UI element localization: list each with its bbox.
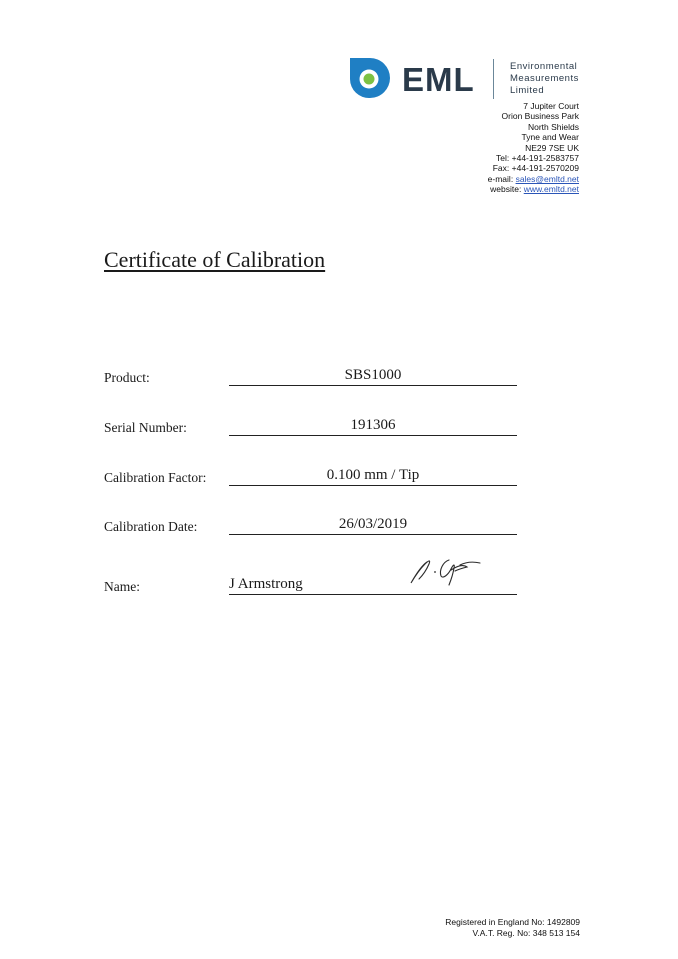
company-address <box>488 101 579 195</box>
address-line: North Shields <box>527 121 579 132</box>
address-line: 7 Jupiter Court <box>523 101 579 111</box>
fax-number: +44-191-2570209 <box>511 163 579 174</box>
serial-number-underline <box>229 435 517 436</box>
registration-label: Registered in England No: <box>445 917 545 927</box>
vat-number: 348 513 154 <box>532 927 580 938</box>
vat-label: V.A.T. Reg. No: <box>472 927 531 938</box>
serial-number-label: Serial Number: <box>104 420 187 435</box>
product-underline <box>229 385 517 386</box>
product-value: SBS1000 <box>344 367 402 383</box>
email-label: e-mail: <box>487 173 514 184</box>
vat-registration <box>445 928 580 939</box>
website-label: website: <box>490 184 522 195</box>
name-value: J Armstrong <box>229 576 303 592</box>
company-name <box>510 61 579 97</box>
calibration-factor-value: 0.100 mm / Tip <box>326 467 420 483</box>
logo-divider <box>493 59 494 99</box>
company-name-line: Environmental <box>510 61 578 72</box>
name-underline <box>229 594 517 595</box>
calibration-date-underline <box>229 534 517 535</box>
email <box>488 174 579 184</box>
fax <box>488 163 579 173</box>
website-link[interactable]: www.emltd.net <box>523 184 579 195</box>
website <box>488 184 579 194</box>
logo-wordmark: EML <box>402 61 475 98</box>
eml-logo-mark-icon <box>346 55 392 101</box>
registration-number: 1492809 <box>546 917 580 927</box>
calibration-factor-underline <box>229 485 517 486</box>
name-label: Name: <box>104 579 140 594</box>
calibration-factor-row <box>104 467 517 490</box>
fax-label: Fax: <box>492 163 510 174</box>
email-link[interactable]: sales@emltd.net <box>515 173 579 184</box>
telephone <box>488 153 579 163</box>
product-label: Product: <box>104 370 150 385</box>
certificate-title: Certificate of Calibration <box>104 247 326 272</box>
tel-label: Tel: <box>496 153 510 164</box>
company-registration <box>445 917 580 928</box>
serial-number-row <box>104 417 517 440</box>
calibration-date-label: Calibration Date: <box>104 519 198 534</box>
address-line: NE29 7SE UK <box>525 142 579 153</box>
registration-footer <box>445 917 580 938</box>
calibration-date-row <box>104 516 517 539</box>
calibration-factor-label: Calibration Factor: <box>104 470 207 485</box>
company-name-line: Measurements <box>510 73 579 84</box>
product-row <box>104 367 517 390</box>
address-line: Tyne and Wear <box>521 132 579 143</box>
address-line: Orion Business Park <box>501 111 579 122</box>
calibration-date-value: 26/03/2019 <box>338 516 408 532</box>
company-name-line: Limited <box>510 85 545 96</box>
tel-number: +44-191-2583757 <box>511 153 579 164</box>
serial-number-value: 191306 <box>350 417 396 433</box>
handwritten-signature <box>405 550 490 592</box>
